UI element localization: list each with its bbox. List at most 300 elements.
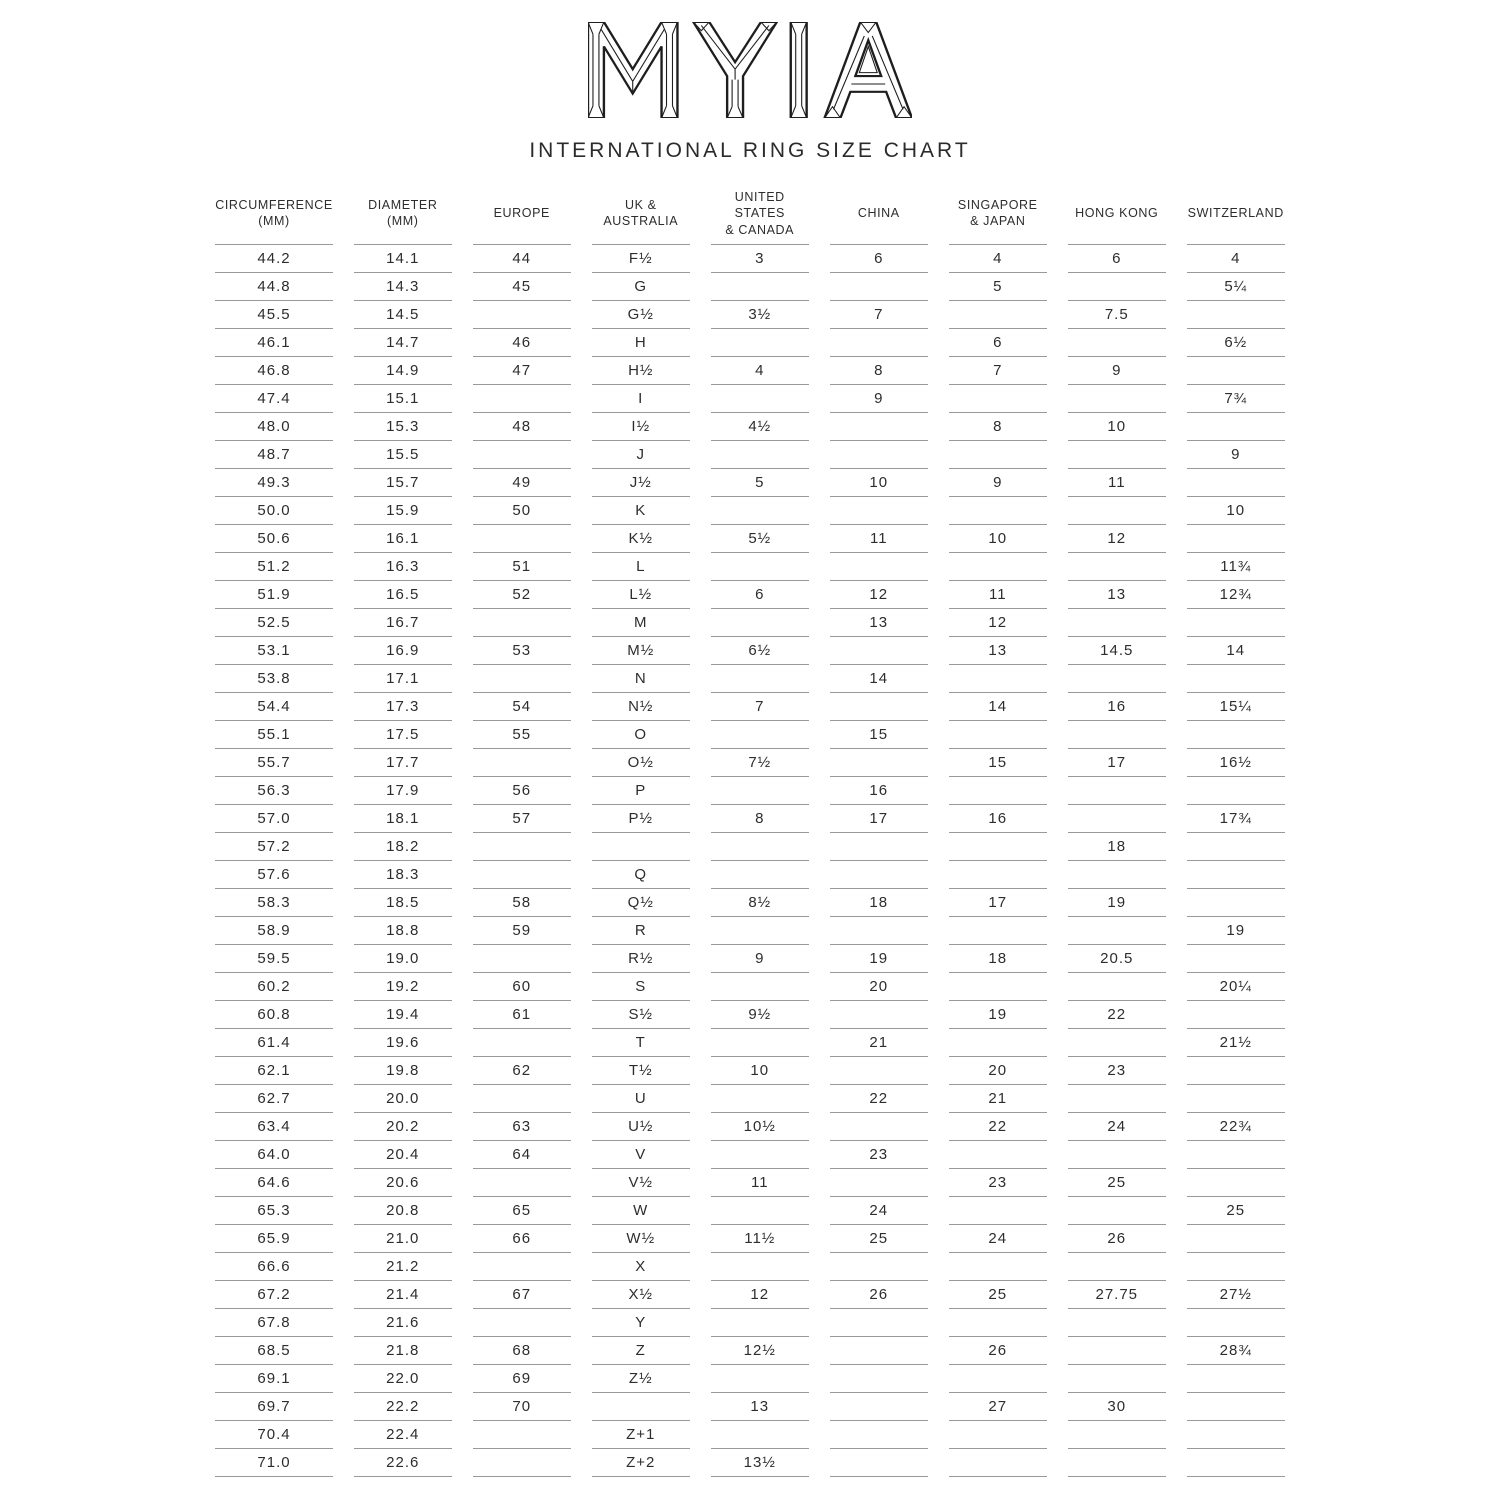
cell-singapore-japan: 26: [949, 1337, 1047, 1365]
cell-circumference: 50.0: [215, 497, 333, 525]
cell-china: [830, 1253, 928, 1281]
cell-europe: 53: [473, 637, 571, 665]
cell-us-canada: 9: [711, 945, 809, 973]
cell-diameter: 20.8: [354, 1197, 452, 1225]
cell-europe: 57: [473, 805, 571, 833]
cell-europe: [473, 945, 571, 973]
cell-hong-kong: 26: [1068, 1225, 1166, 1253]
cell-uk-australia: N½: [592, 693, 690, 721]
cell-europe: [473, 385, 571, 413]
cell-china: [830, 441, 928, 469]
column-header-text: CHINA: [857, 206, 900, 221]
cell-china: 8: [830, 357, 928, 385]
cell-us-canada: 3½: [711, 301, 809, 329]
cell-hong-kong: [1068, 1197, 1166, 1225]
table-row: [215, 1085, 1285, 1113]
cell-singapore-japan: [949, 917, 1047, 945]
cell-singapore-japan: 17: [949, 889, 1047, 917]
myia-logo: [588, 22, 912, 118]
cell-diameter: 22.0: [354, 1365, 452, 1393]
cell-diameter: 15.9: [354, 497, 452, 525]
cell-switzerland: [1187, 301, 1285, 329]
cell-china: [830, 1113, 928, 1141]
cell-hong-kong: 27.75: [1068, 1281, 1166, 1309]
cell-hong-kong: [1068, 497, 1166, 525]
cell-diameter: 19.6: [354, 1029, 452, 1057]
column-header-text: & CANADA: [725, 222, 795, 237]
cell-uk-australia: T½: [592, 1057, 690, 1085]
cell-singapore-japan: [949, 665, 1047, 693]
cell-hong-kong: [1068, 1449, 1166, 1477]
cell-switzerland: [1187, 1057, 1285, 1085]
cell-hong-kong: [1068, 1421, 1166, 1449]
cell-diameter: 21.4: [354, 1281, 452, 1309]
table-row: [215, 1169, 1285, 1197]
cell-diameter: 21.8: [354, 1337, 452, 1365]
cell-circumference: 46.8: [215, 357, 333, 385]
cell-switzerland: 20¼: [1187, 973, 1285, 1001]
cell-us-canada: 6½: [711, 637, 809, 665]
cell-singapore-japan: 25: [949, 1281, 1047, 1309]
cell-circumference: 51.2: [215, 553, 333, 581]
cell-china: 23: [830, 1141, 928, 1169]
cell-china: [830, 329, 928, 357]
cell-europe: [473, 1169, 571, 1197]
cell-us-canada: 4: [711, 357, 809, 385]
cell-uk-australia: P: [592, 777, 690, 805]
cell-china: [830, 861, 928, 889]
cell-diameter: 20.0: [354, 1085, 452, 1113]
cell-circumference: 57.2: [215, 833, 333, 861]
cell-singapore-japan: [949, 861, 1047, 889]
table-row: [215, 1393, 1285, 1421]
table-row: [215, 693, 1285, 721]
cell-europe: 54: [473, 693, 571, 721]
cell-switzerland: [1187, 1085, 1285, 1113]
table-row: [215, 1197, 1285, 1225]
cell-singapore-japan: 5: [949, 273, 1047, 301]
cell-hong-kong: [1068, 1337, 1166, 1365]
cell-china: 13: [830, 609, 928, 637]
cell-us-canada: 8½: [711, 889, 809, 917]
cell-china: [830, 1337, 928, 1365]
cell-singapore-japan: 23: [949, 1169, 1047, 1197]
cell-hong-kong: [1068, 777, 1166, 805]
column-header-uk-australia: [592, 189, 690, 245]
cell-switzerland: 10: [1187, 497, 1285, 525]
cell-singapore-japan: [949, 1365, 1047, 1393]
table-row: [215, 525, 1285, 553]
cell-singapore-japan: 4: [949, 245, 1047, 273]
cell-hong-kong: 23: [1068, 1057, 1166, 1085]
cell-china: 9: [830, 385, 928, 413]
cell-circumference: 71.0: [215, 1449, 333, 1477]
cell-switzerland: [1187, 357, 1285, 385]
cell-us-canada: [711, 441, 809, 469]
cell-europe: 59: [473, 917, 571, 945]
cell-china: [830, 1309, 928, 1337]
cell-uk-australia: M: [592, 609, 690, 637]
cell-europe: [473, 441, 571, 469]
column-header-text: UNITED STATES: [734, 190, 785, 221]
cell-europe: 48: [473, 413, 571, 441]
cell-uk-australia: Q½: [592, 889, 690, 917]
cell-diameter: 19.8: [354, 1057, 452, 1085]
cell-singapore-japan: [949, 441, 1047, 469]
cell-circumference: 44.2: [215, 245, 333, 273]
cell-uk-australia: Z+2: [592, 1449, 690, 1477]
cell-us-canada: [711, 1421, 809, 1449]
cell-uk-australia: U½: [592, 1113, 690, 1141]
cell-circumference: 51.9: [215, 581, 333, 609]
cell-europe: [473, 861, 571, 889]
cell-switzerland: 11¾: [1187, 553, 1285, 581]
table-row: [215, 385, 1285, 413]
cell-singapore-japan: [949, 833, 1047, 861]
cell-china: 20: [830, 973, 928, 1001]
cell-switzerland: [1187, 861, 1285, 889]
cell-europe: 69: [473, 1365, 571, 1393]
cell-europe: 64: [473, 1141, 571, 1169]
table-row: [215, 945, 1285, 973]
cell-hong-kong: [1068, 1085, 1166, 1113]
table-row: [215, 917, 1285, 945]
cell-circumference: 45.5: [215, 301, 333, 329]
cell-hong-kong: [1068, 1309, 1166, 1337]
cell-hong-kong: [1068, 973, 1166, 1001]
table-row: [215, 973, 1285, 1001]
cell-circumference: 59.5: [215, 945, 333, 973]
cell-china: [830, 497, 928, 525]
cell-diameter: 16.5: [354, 581, 452, 609]
cell-us-canada: [711, 777, 809, 805]
cell-uk-australia: U: [592, 1085, 690, 1113]
cell-china: [830, 1365, 928, 1393]
cell-singapore-japan: 16: [949, 805, 1047, 833]
cell-us-canada: [711, 1253, 809, 1281]
cell-circumference: 54.4: [215, 693, 333, 721]
cell-europe: [473, 1309, 571, 1337]
cell-circumference: 62.1: [215, 1057, 333, 1085]
cell-europe: [473, 1253, 571, 1281]
cell-circumference: 65.3: [215, 1197, 333, 1225]
column-header-text: SWITZERLAND: [1187, 206, 1284, 221]
column-header-switzerland: [1187, 189, 1285, 245]
cell-circumference: 64.0: [215, 1141, 333, 1169]
table-row: [215, 1113, 1285, 1141]
cell-uk-australia: Z½: [592, 1365, 690, 1393]
cell-switzerland: [1187, 945, 1285, 973]
column-header-text: (MM): [386, 214, 419, 229]
cell-circumference: 58.9: [215, 917, 333, 945]
cell-diameter: 19.4: [354, 1001, 452, 1029]
cell-switzerland: [1187, 665, 1285, 693]
cell-circumference: 55.7: [215, 749, 333, 777]
cell-us-canada: [711, 609, 809, 637]
cell-us-canada: [711, 833, 809, 861]
cell-uk-australia: O: [592, 721, 690, 749]
cell-singapore-japan: [949, 1449, 1047, 1477]
cell-circumference: 67.2: [215, 1281, 333, 1309]
column-header-hong-kong: [1068, 189, 1166, 245]
cell-diameter: 17.3: [354, 693, 452, 721]
cell-china: 21: [830, 1029, 928, 1057]
cell-china: [830, 749, 928, 777]
cell-singapore-japan: 19: [949, 1001, 1047, 1029]
cell-china: [830, 413, 928, 441]
cell-diameter: 14.9: [354, 357, 452, 385]
cell-europe: 60: [473, 973, 571, 1001]
cell-us-canada: 8: [711, 805, 809, 833]
cell-singapore-japan: [949, 1197, 1047, 1225]
cell-hong-kong: 22: [1068, 1001, 1166, 1029]
cell-circumference: 61.4: [215, 1029, 333, 1057]
cell-switzerland: 5¼: [1187, 273, 1285, 301]
column-header-text: & JAPAN: [970, 214, 1026, 229]
cell-diameter: 18.3: [354, 861, 452, 889]
cell-singapore-japan: 6: [949, 329, 1047, 357]
cell-switzerland: [1187, 1449, 1285, 1477]
cell-singapore-japan: 7: [949, 357, 1047, 385]
cell-circumference: 46.1: [215, 329, 333, 357]
cell-singapore-japan: 9: [949, 469, 1047, 497]
cell-switzerland: 21½: [1187, 1029, 1285, 1057]
cell-circumference: 60.2: [215, 973, 333, 1001]
cell-us-canada: [711, 721, 809, 749]
table-row: [215, 1001, 1285, 1029]
cell-switzerland: 6½: [1187, 329, 1285, 357]
cell-switzerland: 14: [1187, 637, 1285, 665]
cell-china: 14: [830, 665, 928, 693]
cell-china: [830, 1169, 928, 1197]
cell-hong-kong: 9: [1068, 357, 1166, 385]
cell-circumference: 69.7: [215, 1393, 333, 1421]
cell-china: [830, 1449, 928, 1477]
cell-uk-australia: W½: [592, 1225, 690, 1253]
cell-uk-australia: J: [592, 441, 690, 469]
cell-circumference: 56.3: [215, 777, 333, 805]
cell-china: [830, 833, 928, 861]
table-row: [215, 805, 1285, 833]
table-row: [215, 749, 1285, 777]
cell-diameter: 15.7: [354, 469, 452, 497]
table-row: [215, 1449, 1285, 1477]
cell-switzerland: [1187, 889, 1285, 917]
cell-uk-australia: [592, 833, 690, 861]
cell-circumference: 53.1: [215, 637, 333, 665]
cell-circumference: 49.3: [215, 469, 333, 497]
table-row: [215, 413, 1285, 441]
cell-singapore-japan: [949, 1421, 1047, 1449]
cell-singapore-japan: [949, 777, 1047, 805]
cell-uk-australia: M½: [592, 637, 690, 665]
column-header-text: CIRCUMFERENCE: [215, 198, 333, 213]
cell-china: 7: [830, 301, 928, 329]
table-row: [215, 889, 1285, 917]
cell-diameter: 16.1: [354, 525, 452, 553]
cell-us-canada: 11½: [711, 1225, 809, 1253]
cell-us-canada: [711, 1085, 809, 1113]
cell-uk-australia: G½: [592, 301, 690, 329]
cell-diameter: 22.6: [354, 1449, 452, 1477]
cell-us-canada: 3: [711, 245, 809, 273]
cell-europe: 58: [473, 889, 571, 917]
cell-us-canada: 10: [711, 1057, 809, 1085]
cell-singapore-japan: [949, 553, 1047, 581]
cell-us-canada: 10½: [711, 1113, 809, 1141]
table-row: [215, 777, 1285, 805]
cell-diameter: 16.7: [354, 609, 452, 637]
cell-uk-australia: P½: [592, 805, 690, 833]
cell-china: 11: [830, 525, 928, 553]
cell-china: [830, 273, 928, 301]
table-row: [215, 1281, 1285, 1309]
cell-europe: 45: [473, 273, 571, 301]
table-header: [215, 189, 1285, 245]
table-row: [215, 1365, 1285, 1393]
cell-uk-australia: X½: [592, 1281, 690, 1309]
cell-us-canada: [711, 1309, 809, 1337]
cell-switzerland: [1187, 1169, 1285, 1197]
cell-hong-kong: 7.5: [1068, 301, 1166, 329]
cell-uk-australia: V½: [592, 1169, 690, 1197]
table-row: [215, 497, 1285, 525]
cell-diameter: 18.8: [354, 917, 452, 945]
cell-europe: 50: [473, 497, 571, 525]
cell-singapore-japan: 15: [949, 749, 1047, 777]
cell-us-canada: 7: [711, 693, 809, 721]
cell-us-canada: 12: [711, 1281, 809, 1309]
cell-uk-australia: K½: [592, 525, 690, 553]
cell-singapore-japan: 10: [949, 525, 1047, 553]
cell-china: [830, 1421, 928, 1449]
cell-diameter: 14.1: [354, 245, 452, 273]
cell-switzerland: [1187, 413, 1285, 441]
cell-singapore-japan: [949, 721, 1047, 749]
cell-china: 17: [830, 805, 928, 833]
cell-china: [830, 1057, 928, 1085]
cell-hong-kong: 10: [1068, 413, 1166, 441]
cell-europe: 46: [473, 329, 571, 357]
column-header-text: HONG KONG: [1075, 206, 1159, 221]
cell-europe: [473, 665, 571, 693]
cell-hong-kong: 24: [1068, 1113, 1166, 1141]
cell-us-canada: [711, 1197, 809, 1225]
cell-us-canada: 9½: [711, 1001, 809, 1029]
cell-switzerland: [1187, 833, 1285, 861]
cell-europe: 66: [473, 1225, 571, 1253]
cell-singapore-japan: 24: [949, 1225, 1047, 1253]
cell-switzerland: [1187, 1225, 1285, 1253]
column-header-text: (MM): [258, 214, 290, 229]
cell-hong-kong: [1068, 1029, 1166, 1057]
cell-us-canada: 5½: [711, 525, 809, 553]
cell-singapore-japan: 13: [949, 637, 1047, 665]
table-row: [215, 301, 1285, 329]
cell-hong-kong: 19: [1068, 889, 1166, 917]
cell-hong-kong: [1068, 1253, 1166, 1281]
column-header-diameter: [354, 189, 452, 245]
cell-hong-kong: 12: [1068, 525, 1166, 553]
cell-europe: 61: [473, 1001, 571, 1029]
cell-diameter: 14.7: [354, 329, 452, 357]
cell-circumference: 60.8: [215, 1001, 333, 1029]
cell-singapore-japan: [949, 497, 1047, 525]
column-header-singapore-japan: [949, 189, 1047, 245]
cell-circumference: 67.8: [215, 1309, 333, 1337]
cell-diameter: 14.5: [354, 301, 452, 329]
cell-uk-australia: [592, 1393, 690, 1421]
table-row: [215, 1029, 1285, 1057]
cell-singapore-japan: [949, 385, 1047, 413]
cell-switzerland: [1187, 1421, 1285, 1449]
cell-uk-australia: L½: [592, 581, 690, 609]
cell-us-canada: [711, 665, 809, 693]
cell-singapore-japan: [949, 1029, 1047, 1057]
cell-uk-australia: Z+1: [592, 1421, 690, 1449]
cell-europe: 49: [473, 469, 571, 497]
cell-switzerland: [1187, 1393, 1285, 1421]
cell-europe: 56: [473, 777, 571, 805]
cell-europe: 67: [473, 1281, 571, 1309]
cell-europe: 63: [473, 1113, 571, 1141]
cell-switzerland: 19: [1187, 917, 1285, 945]
cell-uk-australia: G: [592, 273, 690, 301]
cell-europe: [473, 609, 571, 637]
cell-us-canada: 13: [711, 1393, 809, 1421]
table-row: [215, 609, 1285, 637]
cell-circumference: 69.1: [215, 1365, 333, 1393]
cell-singapore-japan: [949, 973, 1047, 1001]
cell-us-canada: [711, 497, 809, 525]
cell-europe: 47: [473, 357, 571, 385]
cell-china: 16: [830, 777, 928, 805]
cell-circumference: 50.6: [215, 525, 333, 553]
cell-switzerland: 17¾: [1187, 805, 1285, 833]
column-header-text: DIAMETER: [368, 198, 438, 213]
cell-circumference: 63.4: [215, 1113, 333, 1141]
cell-singapore-japan: [949, 1141, 1047, 1169]
cell-uk-australia: Z: [592, 1337, 690, 1365]
header-row: [215, 189, 1285, 245]
table-row: [215, 637, 1285, 665]
cell-china: 25: [830, 1225, 928, 1253]
cell-hong-kong: [1068, 385, 1166, 413]
cell-diameter: 21.2: [354, 1253, 452, 1281]
cell-uk-australia: F½: [592, 245, 690, 273]
cell-switzerland: 7¾: [1187, 385, 1285, 413]
cell-us-canada: [711, 973, 809, 1001]
cell-hong-kong: 6: [1068, 245, 1166, 273]
cell-switzerland: [1187, 777, 1285, 805]
cell-uk-australia: V: [592, 1141, 690, 1169]
cell-us-canada: [711, 1141, 809, 1169]
table-row: [215, 357, 1285, 385]
cell-switzerland: [1187, 1309, 1285, 1337]
cell-circumference: 53.8: [215, 665, 333, 693]
cell-china: 19: [830, 945, 928, 973]
cell-circumference: 55.1: [215, 721, 333, 749]
cell-china: [830, 693, 928, 721]
table-row: [215, 1309, 1285, 1337]
cell-circumference: 48.0: [215, 413, 333, 441]
cell-switzerland: [1187, 1141, 1285, 1169]
column-header-text: SINGAPORE: [957, 198, 1038, 213]
cell-diameter: 20.2: [354, 1113, 452, 1141]
cell-singapore-japan: 11: [949, 581, 1047, 609]
cell-hong-kong: [1068, 273, 1166, 301]
table-row: [215, 833, 1285, 861]
